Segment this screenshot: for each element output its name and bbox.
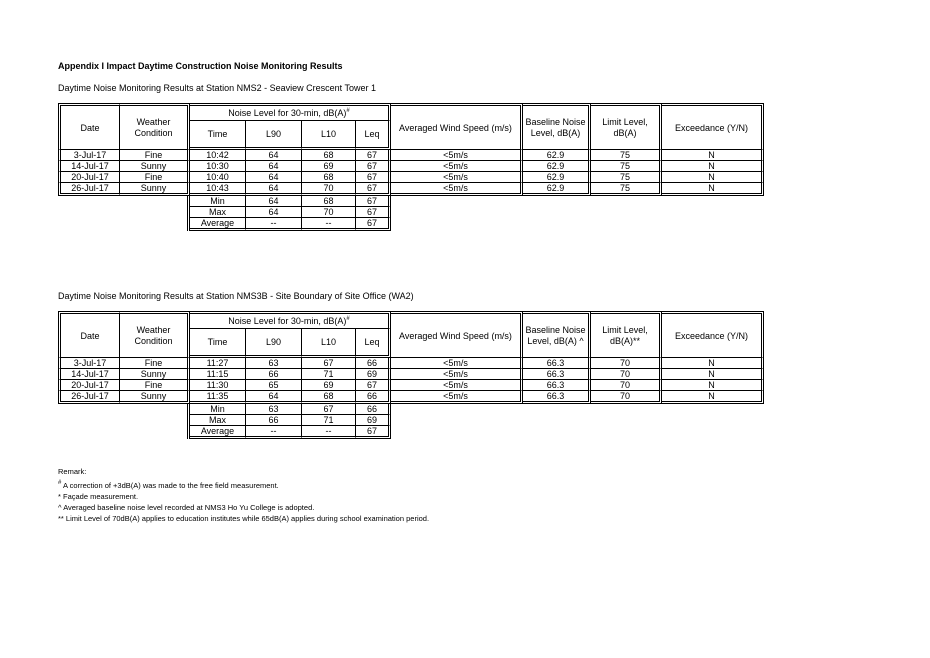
summary-row-max: Max 64 70 67	[58, 207, 764, 218]
header-baseline: Baseline Noise Level, dB(A) ^	[523, 311, 591, 358]
table-2-wrapper	[58, 311, 764, 439]
header-exceedance: Exceedance (Y/N)	[662, 311, 764, 358]
table-row: 14-Jul-17 Sunny 10:30 64 69 67 <5m/s 62.9 75 N	[58, 161, 764, 172]
header-leq: Leq	[356, 329, 391, 358]
header-weather: Weather Condition	[120, 311, 190, 358]
remark-correction: # A correction of +3dB(A) was made to the free field measurement.	[58, 480, 279, 490]
header-noise-level: Noise Level for 30-min, dB(A)#	[190, 103, 391, 121]
remark-limit-level: ** Limit Level of 70dB(A) applies to education institutes while 65dB(A) applies during school examination period.	[58, 514, 430, 523]
table-2-caption: Daytime Noise Monitoring Results at Station NMS3B - Site Boundary of Site Office (WA2)	[58, 291, 414, 301]
summary-row-average: Average -- -- 67	[58, 218, 764, 231]
summary-row-min: Min 63 67 66	[58, 404, 764, 415]
table-row: 14-Jul-17 Sunny 11:15 66 71 69 <5m/s 66.3 70 N	[58, 369, 764, 380]
remark-baseline: ^ Averaged baseline noise level recorded at NMS3 Ho Yu College is adopted.	[58, 503, 315, 512]
remark-facade: * Façade measurement.	[58, 492, 139, 501]
header-limit: Limit Level, dB(A)**	[591, 311, 662, 358]
table-1-caption: Daytime Noise Monitoring Results at Station NMS2 - Seaview Crescent Tower 1	[58, 83, 376, 93]
remarks-heading: Remark:	[58, 467, 87, 476]
summary-row-min: Min 64 68 67	[58, 196, 764, 207]
table-1-wrapper	[58, 103, 764, 231]
table-row: 20-Jul-17 Fine 11:30 65 69 67 <5m/s 66.3 70 N	[58, 380, 764, 391]
header-date: Date	[58, 311, 120, 358]
header-l90: L90	[246, 329, 302, 358]
table-row: 26-Jul-17 Sunny 11:35 64 68 66 <5m/s 66.3 70 N	[58, 391, 764, 404]
header-l90: L90	[246, 121, 302, 150]
table-row: 3-Jul-17 Fine 10:42 64 68 67 <5m/s 62.9 75 N	[58, 150, 764, 161]
table-row: 20-Jul-17 Fine 10:40 64 68 67 <5m/s 62.9 75 N	[58, 172, 764, 183]
header-baseline: Baseline Noise Level, dB(A)	[523, 103, 591, 150]
header-weather: Weather Condition	[120, 103, 190, 150]
document-title: Appendix I Impact Daytime Construction Noise Monitoring Results	[58, 61, 343, 71]
header-l10: L10	[302, 329, 356, 358]
header-date: Date	[58, 103, 120, 150]
noise-table-nms3b	[58, 311, 764, 439]
header-limit: Limit Level, dB(A)	[591, 103, 662, 150]
header-leq: Leq	[356, 121, 391, 150]
header-time: Time	[190, 329, 246, 358]
header-wind: Averaged Wind Speed (m/s)	[391, 103, 523, 150]
remarks-section	[58, 466, 429, 524]
header-noise-level: Noise Level for 30-min, dB(A)#	[190, 311, 391, 329]
summary-row-max: Max 66 71 69	[58, 415, 764, 426]
header-wind: Averaged Wind Speed (m/s)	[391, 311, 523, 358]
table-row: 3-Jul-17 Fine 11:27 63 67 66 <5m/s 66.3 70 N	[58, 358, 764, 369]
header-time: Time	[190, 121, 246, 150]
noise-table-nms2	[58, 103, 764, 231]
header-l10: L10	[302, 121, 356, 150]
summary-row-average: Average -- -- 67	[58, 426, 764, 439]
header-exceedance: Exceedance (Y/N)	[662, 103, 764, 150]
table-row: 26-Jul-17 Sunny 10:43 64 70 67 <5m/s 62.9 75 N	[58, 183, 764, 196]
